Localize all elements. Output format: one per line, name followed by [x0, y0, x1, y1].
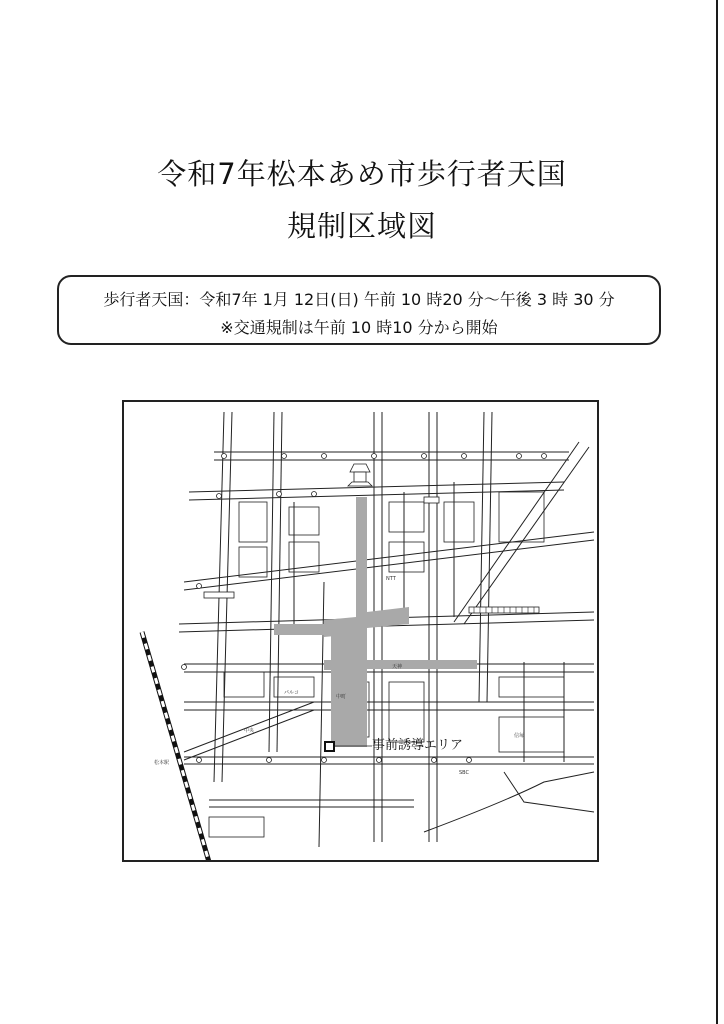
map-label-nakamachi: 中町 [336, 694, 347, 700]
map-label-sbc: SBC [459, 770, 470, 776]
schedule-notice-box [57, 275, 661, 345]
street-grid [179, 412, 594, 847]
map-label-station: 松本駅 [154, 760, 170, 766]
map-label-tenjin: 天神 [392, 664, 403, 670]
castle-icon [348, 464, 372, 486]
railway-line [142, 632, 209, 862]
map-label-ntt: NTT [386, 576, 396, 582]
map-label-chuo: 中央 [244, 728, 255, 734]
schedule-text: 歩行者天国：令和7年 1月 12日(日) 午前 10 時20 分～午後 3 時 30 分 [103, 290, 615, 309]
event-area-label: 事前誘導エリア [372, 738, 464, 753]
regulation-map [122, 400, 599, 862]
street-map-svg [124, 402, 599, 862]
regulation-note: ※交通規制は午前 10 時10 分から開始 [220, 318, 498, 337]
event-area-marker [325, 742, 334, 751]
map-label-shinano: 信毎 [514, 733, 525, 739]
map-label-parco: パルコ [284, 690, 300, 696]
page-title: 令和7年松本あめ市歩行者天国 [157, 157, 567, 191]
page-subtitle: 規制区域図 [286, 209, 437, 243]
